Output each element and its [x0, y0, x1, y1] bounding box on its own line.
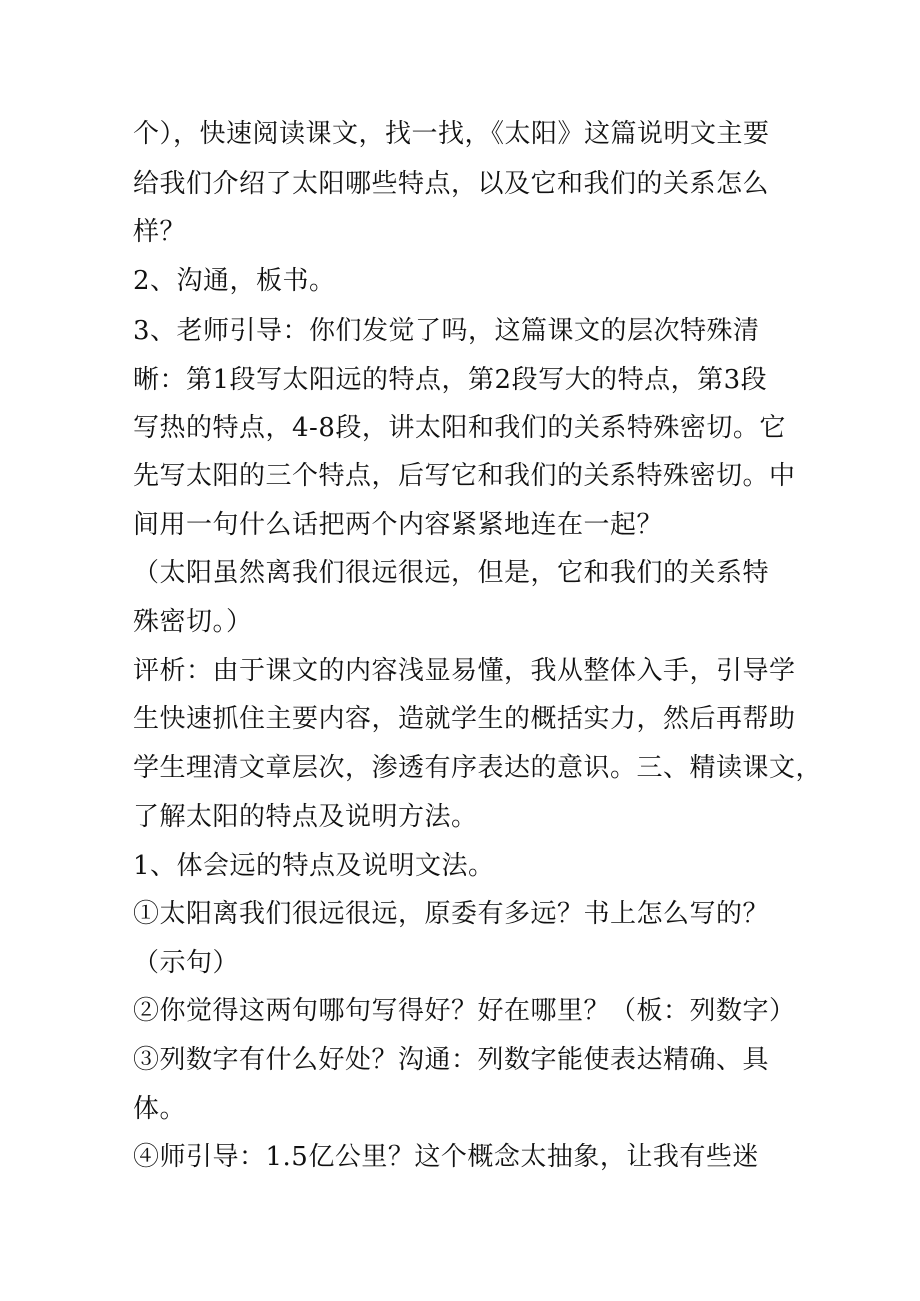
text-line: 给我们介绍了太阳哪些特点，以及它和我们的关系怎么: [133, 169, 770, 199]
text-line: ③列数字有什么好处？沟通：列数字能使表达精确、具: [133, 1045, 770, 1075]
text-line: （太阳虽然离我们很远很远，但是，它和我们的关系特: [133, 558, 770, 588]
text-line: 先写太阳的三个特点，后写它和我们的关系特殊密切。中: [133, 461, 796, 491]
text-line: 间用一句什么话把两个内容紧紧地连在一起？: [133, 510, 664, 540]
text-line: ④师引导：1.5亿公里？这个概念太抽象，让我有些迷: [133, 1142, 759, 1172]
text-line: 评析：由于课文的内容浅显易懂，我从整体入手，引导学: [133, 656, 796, 686]
text-line: 1、体会远的特点及说明文法。: [133, 851, 495, 881]
text-line: ②你觉得这两句哪句写得好？好在哪里？（板：列数字）: [133, 996, 796, 1026]
text-line: 晰：第1段写太阳远的特点，第2段写大的特点，第3段: [133, 365, 768, 395]
text-line: 生快速抓住主要内容，造就学生的概括实力，然后再帮助: [133, 704, 796, 734]
text-line: ①太阳离我们很远很远，原委有多远？书上怎么写的？: [133, 899, 770, 929]
text-line: 体。: [133, 1094, 187, 1124]
text-line: 3、老师引导：你们发觉了吗，这篇课文的层次特殊清: [133, 316, 760, 346]
text-line: 殊密切。）: [133, 607, 253, 637]
text-line: 样？: [133, 217, 187, 247]
text-line: （示句）: [133, 948, 240, 978]
text-line: 写热的特点，4-8段，讲太阳和我们的关系特殊密切。它: [133, 413, 786, 443]
text-line: 学生理清文章层次，渗透有序表达的意识。三、精读课文，: [133, 753, 823, 783]
text-line: 个），快速阅读课文，找一找，《太阳》这篇说明文主要: [133, 119, 770, 149]
text-line: 2、沟通，板书。: [133, 266, 336, 296]
text-line: 了解太阳的特点及说明方法。: [133, 802, 478, 832]
